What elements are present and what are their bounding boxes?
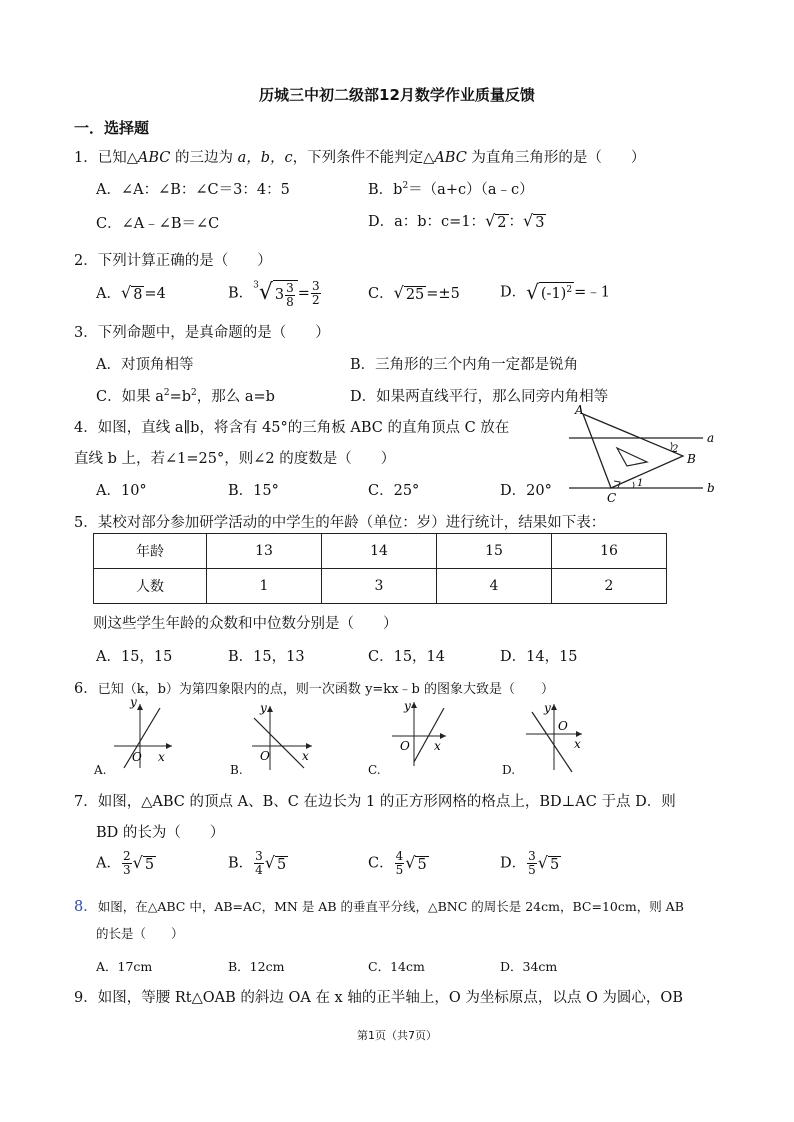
question-4-line2: 直线 b 上，若∠1=25°，则∠2 的度数是（ ） bbox=[74, 451, 396, 467]
x-label: x bbox=[434, 739, 441, 753]
q2-b-eq: = bbox=[297, 285, 310, 302]
q2-c-pre: C． bbox=[368, 286, 394, 302]
q4-option-a: A．10° bbox=[96, 483, 147, 499]
q1-text-a: 已知△ bbox=[97, 150, 138, 166]
sqrt-5: √ 5 bbox=[132, 852, 155, 873]
question-8-line2: 的长是（ ） bbox=[96, 926, 184, 941]
fraction bbox=[285, 282, 295, 309]
q6-graph-c bbox=[388, 698, 458, 770]
q1-abc: ABC bbox=[137, 150, 171, 166]
q1-d-pre: D．a：b：c=1： bbox=[368, 214, 486, 230]
page-footer: 第1页（共7页） bbox=[357, 1029, 437, 1042]
sqrt-5: √ 5 bbox=[264, 852, 287, 873]
q6-graph-a bbox=[110, 698, 180, 770]
q1-b-pre: B．b bbox=[368, 182, 403, 198]
q2-b-idx: 3 bbox=[253, 280, 259, 291]
q6-label-a: A. bbox=[94, 763, 107, 777]
q1-b-post: ＝（a+c）（a﹣c） bbox=[408, 182, 534, 198]
q7-option-a bbox=[96, 850, 156, 877]
q3-option-a: A．对顶角相等 bbox=[96, 357, 194, 373]
label-A: A bbox=[575, 403, 584, 417]
q2-c-post: =±5 bbox=[426, 286, 460, 302]
q2-c-rad: 25 bbox=[405, 287, 425, 303]
question-number: 2． bbox=[74, 253, 98, 269]
q8-option-a: A．17cm bbox=[96, 959, 153, 974]
page-title: 历城三中初二级部12月数学作业质量反馈 bbox=[259, 86, 535, 104]
q8-line1: 如图，在△ABC 中，AB=AC，MN 是 AB 的垂直平分线，△BNC 的周长是 24cm，BC=10cm，则 AB bbox=[97, 899, 684, 914]
y-label: y bbox=[130, 698, 137, 709]
q7-a-n: 2 bbox=[122, 849, 131, 863]
q7-c-pre: C． bbox=[368, 855, 394, 872]
question-3-stem bbox=[74, 321, 330, 342]
sqrt-3: √ 3 bbox=[523, 211, 545, 231]
q8-option-d: D．34cm bbox=[500, 959, 558, 974]
label-C: C bbox=[607, 491, 617, 505]
sqrt-25: √ 25 bbox=[393, 283, 425, 303]
question-4-line1 bbox=[74, 416, 509, 437]
inner-triangle bbox=[617, 448, 647, 466]
label-1: 1 bbox=[637, 478, 644, 489]
question-number: 5． bbox=[74, 515, 98, 531]
q1-d-r2: 3 bbox=[535, 215, 545, 231]
q6-label-c: C. bbox=[368, 763, 381, 777]
q5-option-b: B．15，13 bbox=[228, 649, 305, 665]
table-cell: 年龄 bbox=[94, 534, 207, 569]
q7-c-n: 4 bbox=[395, 849, 404, 863]
q6-label-b: B. bbox=[230, 763, 243, 777]
sqrt-neg1-sq: √ $(-1)^2$ bbox=[526, 280, 573, 304]
q2-a-pre: A． bbox=[96, 286, 121, 302]
q3-c-sup1: 2 bbox=[163, 388, 170, 398]
q4-option-d: D．20° bbox=[500, 483, 552, 499]
table-cell: 1 bbox=[207, 569, 322, 604]
q7-d-rad: 5 bbox=[549, 856, 560, 873]
question-number: 3． bbox=[74, 325, 98, 341]
q2-d-post: =﹣1 bbox=[574, 284, 610, 301]
q2-a-rad: 8 bbox=[133, 287, 143, 303]
q3-c-post: ，那么 a=b bbox=[196, 389, 275, 405]
q1-vars: a，b，c bbox=[237, 150, 293, 166]
q1-option-a: A．∠A：∠B：∠C＝3：4：5 bbox=[96, 182, 290, 198]
q2-option-c bbox=[368, 282, 460, 304]
q7-b-rad: 5 bbox=[277, 856, 287, 873]
origin-label: O bbox=[558, 719, 568, 733]
q1-option-c: C．∠A﹣∠B＝∠C bbox=[96, 216, 220, 232]
q5-option-d: D．14，15 bbox=[500, 649, 578, 665]
table-cell: 13 bbox=[207, 534, 322, 569]
fraction bbox=[122, 850, 132, 877]
q3-c-pre: C．如果 a bbox=[96, 389, 164, 405]
table-cell: 2 bbox=[552, 569, 667, 604]
fraction bbox=[254, 850, 264, 877]
angle-1-arc bbox=[633, 482, 634, 488]
q2-option-a bbox=[96, 282, 166, 304]
q7-a-rad: 5 bbox=[144, 856, 155, 873]
origin-label: O bbox=[132, 750, 142, 764]
age-table bbox=[93, 533, 667, 604]
q3-c-sup2: 2 bbox=[191, 388, 197, 398]
x-label: x bbox=[158, 750, 165, 764]
question-9-line1 bbox=[74, 986, 683, 1007]
q7-b-n: 3 bbox=[255, 849, 263, 863]
table-cell: 4 bbox=[437, 569, 552, 604]
q8-option-b: B．12cm bbox=[228, 959, 285, 974]
table-row bbox=[94, 534, 667, 569]
q2-option-d bbox=[500, 280, 610, 305]
question-number: 4． bbox=[74, 420, 98, 436]
q7-d-n: 3 bbox=[528, 849, 536, 863]
q5-follow: 则这些学生年龄的众数和中位数分别是（ ） bbox=[93, 616, 398, 632]
q1-option-d bbox=[368, 210, 546, 232]
function-line bbox=[124, 708, 160, 768]
section-heading: 一．选择题 bbox=[74, 119, 150, 137]
fraction bbox=[395, 850, 405, 877]
table-row bbox=[94, 569, 667, 604]
q1-text-d: 为直角三角形的是（ ） bbox=[466, 150, 646, 166]
q2-b-n2: 3 bbox=[311, 279, 320, 293]
q7-d-pre: D． bbox=[500, 855, 527, 872]
q1-text-b: 的三边为 bbox=[170, 150, 238, 166]
q7-b-pre: B． bbox=[228, 855, 254, 872]
q6-text: 已知（k，b）为第四象限内的点，则一次函数 y=kx﹣b 的图象大致是（ ） bbox=[97, 682, 554, 697]
cube-root: √ 3 $\frac{3}{8}$ bbox=[259, 278, 298, 309]
label-B: B bbox=[687, 452, 696, 466]
q9-line1: 如图，等腰 Rt△OAB 的斜边 OA 在 x 轴的正半轴上，O 为坐标原点，以点 O 为圆心，OB bbox=[97, 990, 683, 1006]
q2-b-d: 8 bbox=[286, 294, 294, 309]
q3-option-d: D．如果两直线平行，那么同旁内角相等 bbox=[350, 389, 609, 405]
q4-option-b: B．15° bbox=[228, 483, 279, 499]
q1-d-mid: ： bbox=[508, 214, 523, 230]
question-number: 8． bbox=[74, 899, 98, 915]
q3-option-c bbox=[96, 385, 275, 406]
sqrt-2: √ 2 bbox=[485, 211, 507, 231]
table-cell: 16 bbox=[552, 534, 667, 569]
origin-label: O bbox=[400, 739, 410, 753]
q1-option-b bbox=[368, 178, 534, 199]
x-label: x bbox=[302, 749, 309, 763]
question-6-stem bbox=[74, 677, 554, 698]
q2-d-sup: 2 bbox=[566, 285, 573, 295]
q7-option-c bbox=[368, 850, 429, 877]
table-cell: 3 bbox=[322, 569, 437, 604]
q6-graph-d bbox=[522, 700, 594, 774]
triangle-abc bbox=[583, 414, 683, 488]
q2-b-pre: B． bbox=[228, 285, 254, 302]
q2-b-n: 3 bbox=[286, 280, 294, 295]
q6-graph-b bbox=[248, 700, 318, 772]
q1-d-r1: 2 bbox=[497, 215, 507, 231]
question-number: 7． bbox=[74, 794, 98, 810]
q2-option-b bbox=[228, 278, 322, 309]
origin-label: O bbox=[260, 749, 270, 763]
q7-c-d: 5 bbox=[395, 863, 404, 877]
q4-option-c: C．25° bbox=[368, 483, 420, 499]
q8-option-c: C．14cm bbox=[368, 959, 425, 974]
q5-text: 某校对部分参加研学活动的中学生的年龄（单位：岁）进行统计，结果如下表： bbox=[97, 515, 606, 531]
label-b: b bbox=[707, 481, 715, 495]
q1-text-c: ，下列条件不能判定△ bbox=[292, 150, 435, 166]
fraction bbox=[311, 280, 321, 307]
q2-b-int: 3 bbox=[274, 287, 285, 303]
function-line bbox=[414, 708, 444, 762]
label-a: a bbox=[707, 431, 715, 445]
q2-b-d2: 2 bbox=[311, 293, 320, 307]
q2-a-post: =4 bbox=[144, 286, 166, 302]
question-number: 6． bbox=[74, 681, 98, 697]
q4-line1: 如图，直线 a∥b，将含有 45°的三角板 ABC 的直角顶点 C 放在 bbox=[97, 420, 510, 436]
y-label: y bbox=[260, 701, 267, 715]
x-label: x bbox=[574, 737, 581, 751]
q4-figure bbox=[565, 402, 730, 507]
table-cell: 15 bbox=[437, 534, 552, 569]
question-7-line2: BD 的长为（ ） bbox=[96, 825, 225, 841]
question-7-line1 bbox=[74, 790, 676, 811]
question-1-stem bbox=[74, 146, 645, 167]
q7-option-b bbox=[228, 850, 288, 877]
question-5-stem bbox=[74, 511, 605, 532]
q7-a-d: 3 bbox=[122, 863, 131, 877]
q3-option-b: B．三角形的三个内角一定都是锐角 bbox=[350, 357, 579, 373]
q1-b-sup: 2 bbox=[402, 181, 409, 191]
q3-c-mid: =b bbox=[169, 389, 192, 405]
table-cell: 14 bbox=[322, 534, 437, 569]
label-2: 2 bbox=[672, 444, 679, 455]
table-cell: 人数 bbox=[94, 569, 207, 604]
q5-option-c: C．15，14 bbox=[368, 649, 445, 665]
q7-line1: 如图，△ABC 的顶点 A、B、C 在边长为 1 的正方形网格的格点上，BD⊥AC 于点 D．则 bbox=[97, 794, 676, 810]
question-number: 1． bbox=[74, 150, 98, 166]
y-label: y bbox=[544, 701, 551, 715]
sqrt-8: √ 8 bbox=[120, 283, 143, 303]
q2-d-pre: D． bbox=[500, 284, 527, 301]
q7-a-pre: A． bbox=[96, 855, 121, 872]
q6-label-d: D. bbox=[502, 763, 516, 777]
q7-b-d: 4 bbox=[255, 863, 263, 877]
q3-text: 下列命题中，是真命题的是（ ） bbox=[97, 325, 330, 341]
q2-d-rad: (-1) bbox=[540, 286, 567, 302]
sqrt-5: √ 5 bbox=[405, 852, 427, 873]
q5-option-a: A．15，15 bbox=[96, 649, 173, 665]
question-number: 9． bbox=[74, 990, 98, 1006]
question-2-stem bbox=[74, 249, 272, 270]
q1-abc2: ABC bbox=[434, 150, 467, 166]
sqrt-5: √ 5 bbox=[537, 852, 560, 873]
question-8-line1 bbox=[74, 895, 684, 916]
q7-c-rad: 5 bbox=[417, 856, 427, 873]
q7-d-d: 5 bbox=[528, 863, 536, 877]
q7-option-d bbox=[500, 850, 561, 877]
y-label: y bbox=[404, 699, 411, 713]
fraction bbox=[527, 850, 537, 877]
q2-text: 下列计算正确的是（ ） bbox=[97, 253, 272, 269]
